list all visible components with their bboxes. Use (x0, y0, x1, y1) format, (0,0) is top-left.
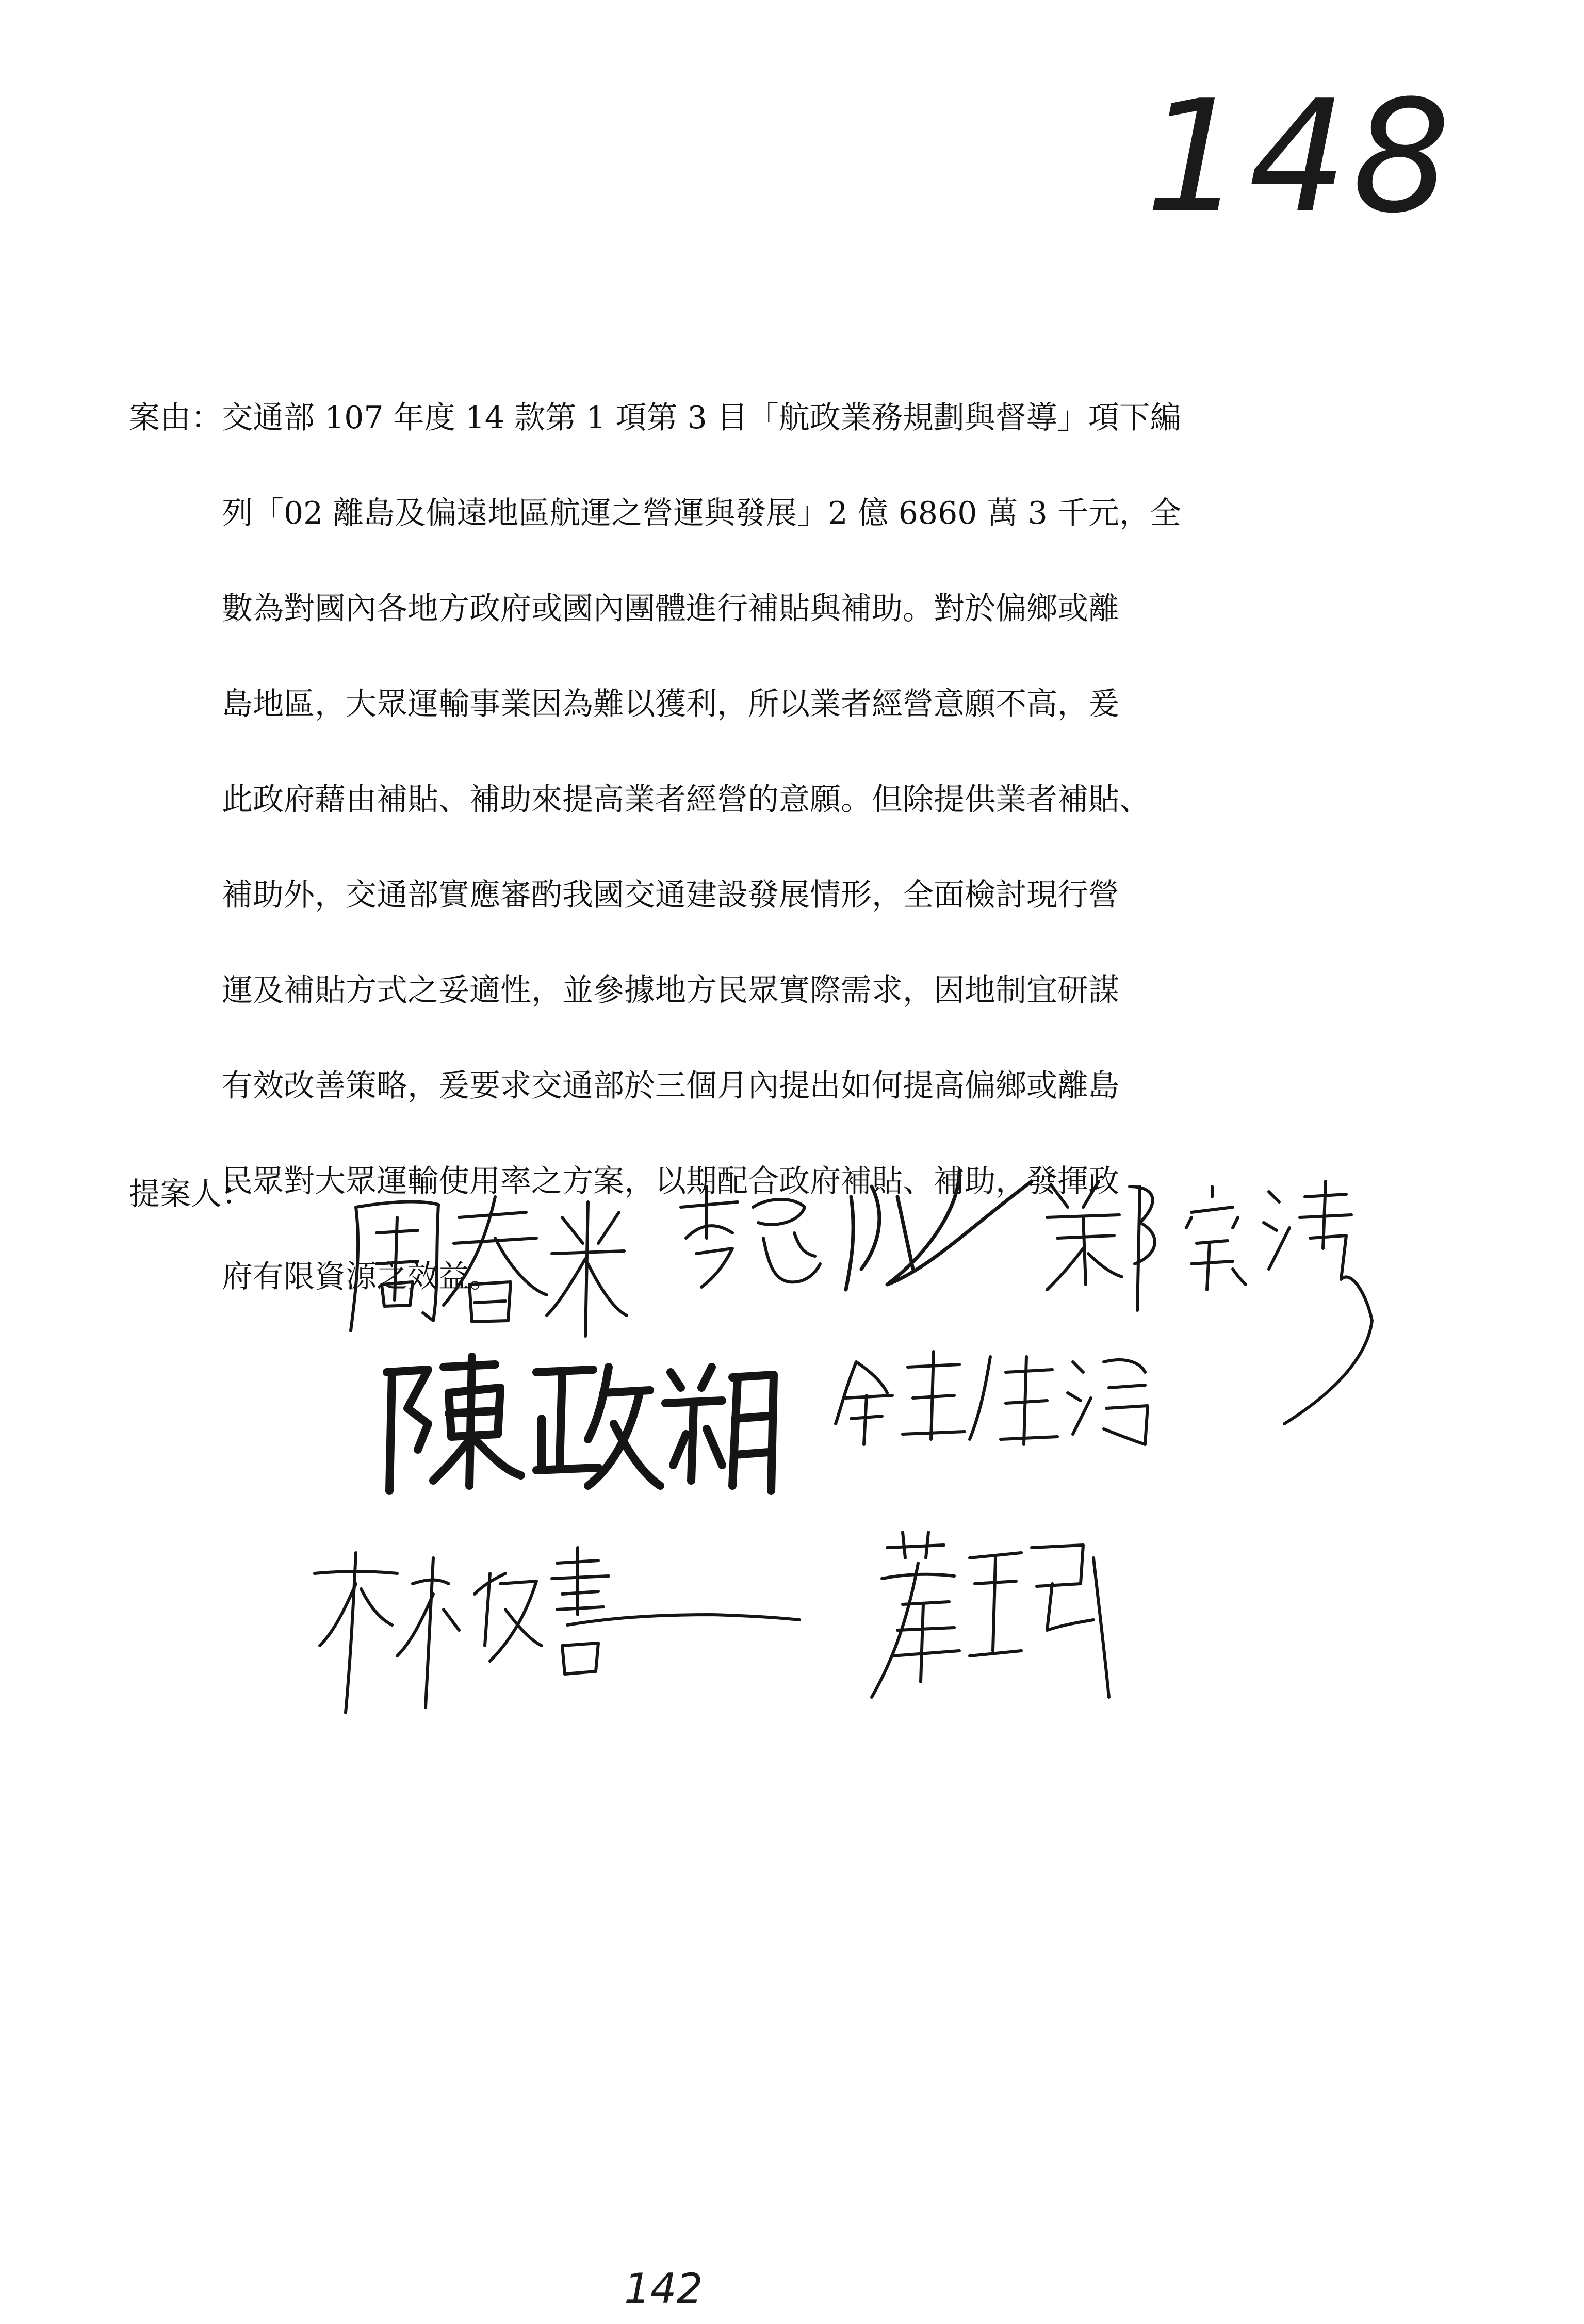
signature-7 (867, 1527, 1155, 1713)
reason-line: 運及補貼方式之妥適性，並參據地方民眾實際需求，因地制宜研謀 (222, 972, 1119, 1009)
bottom-page-number: 142 (624, 2265, 703, 2313)
signature-6 (309, 1542, 805, 1718)
signature-1 (340, 1187, 629, 1341)
reason-line: 列「02 離島及偏遠地區航運之營運與發展」2 億 6860 萬 3 千元，全 (222, 495, 1181, 531)
signature-4 (371, 1346, 784, 1501)
reason-line: 數為對國內各地方政府或國內團體進行補貼與補助。對於偏鄉或離 (222, 591, 1119, 627)
signature-5 (836, 1341, 1155, 1455)
reason-line: 交通部 107 年度 14 款第 1 項第 3 目「航政業務規劃與督導」項下編 (222, 400, 1181, 436)
reason-line: 島地區，大眾運輸事業因為難以獲利，所以業者經營意願不高，爰 (222, 686, 1119, 722)
handwritten-page-number: 148 (1145, 67, 1456, 247)
reason-line: 民眾對大眾運輸使用率之方案，以期配合政府補貼、補助，發揮政 (222, 1163, 1119, 1199)
signature-2 (671, 1166, 1042, 1300)
reason-line: 補助外，交通部實應審酌我國交通建設發展情形，全面檢討現行營 (222, 877, 1119, 913)
reason-line: 府有限資源之效益。 (222, 1259, 500, 1295)
reason-line: 此政府藉由補貼、補助來提高業者經營的意願。但除提供業者補貼、 (222, 782, 1150, 818)
reason-line: 有效改善策略，爰要求交通部於三個月內提出如何提高偏鄉或離島 (222, 1068, 1119, 1104)
proposers-label: 提案人： (129, 1176, 253, 1212)
reason-label: 案由： (129, 400, 222, 436)
